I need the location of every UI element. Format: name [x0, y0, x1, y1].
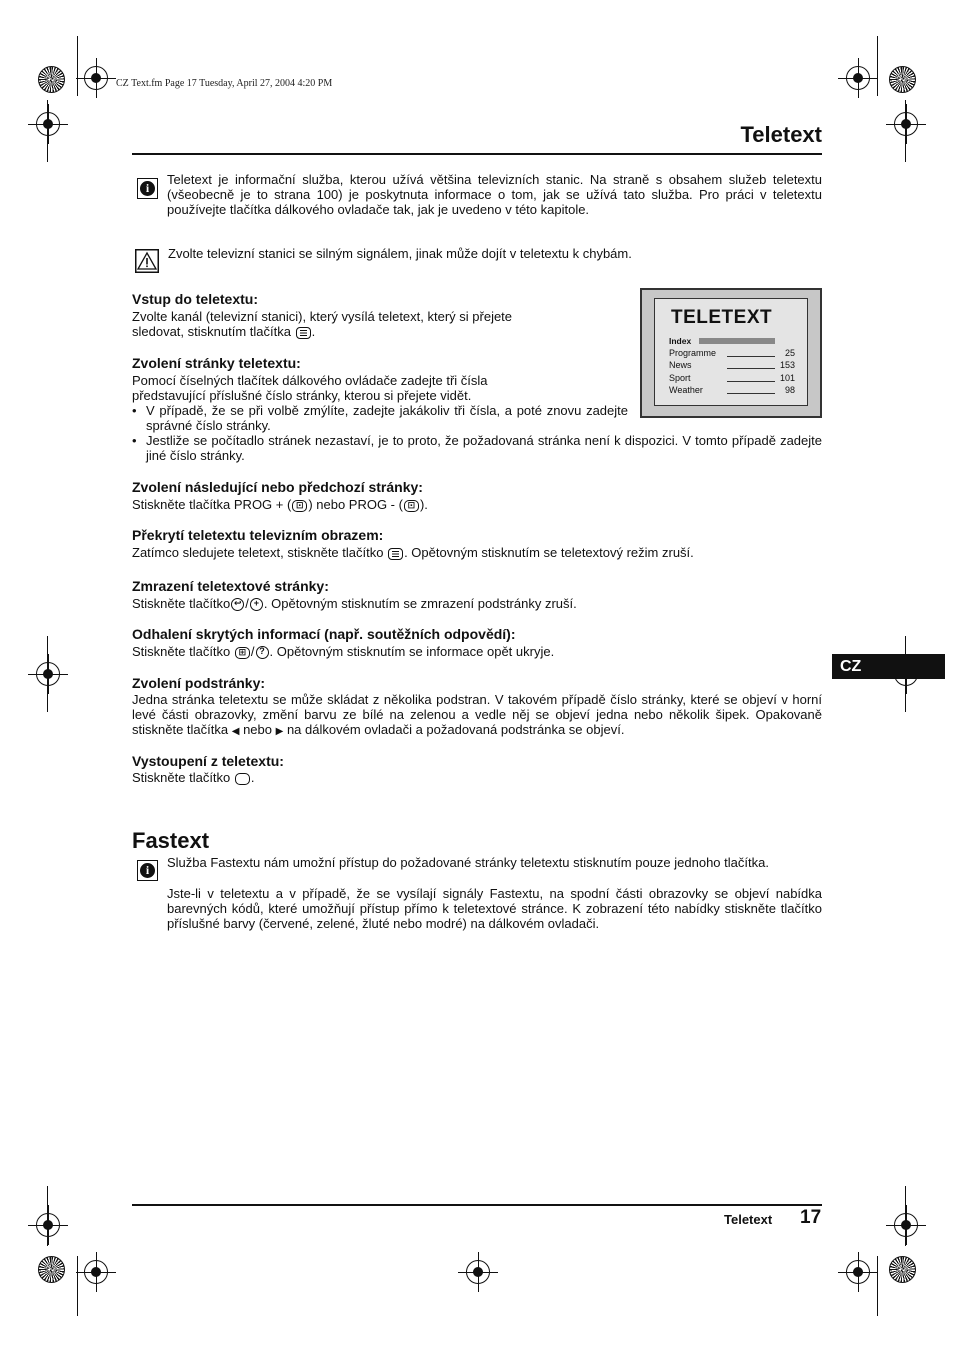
section-text-select: Pomocí číselných tlačítek dálkového ovládače zadejte tři čísla představující příslušné číslo stránky, kterou si přejete vidět.: [132, 373, 488, 403]
crop-mark: [877, 36, 878, 96]
section-heading-freeze: Zmrazení teletextové stránky:: [132, 578, 329, 594]
teletext-screen-illustration: [640, 288, 822, 418]
list-item: • Jestliže se počítadlo stránek nezastaví, je to proto, že požadovaná stránka není k dispozici. V tomto případě zadejte jiné číslo stránky.: [132, 433, 822, 463]
reveal-button-icon: ⊞: [235, 647, 250, 659]
section-text-enter: Zvolte kanál (televizní stanici), který vysílá teletext, který si přejete sledovat, stisknutím tlačítka .: [132, 309, 513, 339]
section-heading-next-prev: Zvolení následující nebo předchozí stránky:: [132, 479, 423, 495]
footer-rule: [132, 1204, 822, 1206]
section-heading-reveal: Odhalení skrytých informací (např. soutěžních odpovědí):: [132, 626, 516, 642]
language-tab: CZ: [832, 654, 945, 679]
crop-mark: [877, 1256, 878, 1316]
section-heading-enter: Vstup do teletextu:: [132, 291, 259, 307]
crop-mark: [47, 636, 48, 712]
registration-target-mark: [846, 1260, 870, 1284]
page-title: Teletext: [740, 122, 822, 147]
section-text-reveal: Stiskněte tlačítko ⊞ / ? . Opětovným stisknutím se informace opět ukryje.: [132, 644, 555, 659]
title-rule: [132, 153, 822, 155]
crop-mark: [905, 1186, 906, 1246]
registration-target-mark: [84, 66, 108, 90]
fastext-para-1: Služba Fastextu nám umožní přístup do požadované stránky teletextu stisknutím pouze jednoho tlačítka.: [167, 855, 769, 870]
teletext-screen-title: TELETEXT: [671, 307, 773, 328]
info-icon: i: [137, 178, 158, 199]
section-heading-overlay: Překrytí teletextu televizním obrazem:: [132, 527, 384, 543]
registration-target-mark: [894, 1213, 918, 1237]
registration-target-mark: [84, 1260, 108, 1284]
page-number: 17: [800, 1207, 822, 1228]
teletext-mix-button-icon: [388, 548, 403, 560]
registration-star-mark: [889, 66, 916, 93]
teletext-button-icon: [296, 327, 311, 339]
arrow-left-icon: ◀: [231, 726, 240, 737]
info-icon: i: [137, 860, 158, 881]
warning-icon: [135, 249, 159, 273]
crop-mark: [47, 1186, 48, 1246]
registration-star-mark: [38, 66, 65, 93]
registration-target-mark: [36, 662, 60, 686]
footer-section-label: Teletext: [724, 1212, 773, 1227]
section-text-next-prev: Stiskněte tlačítka PROG + ( ⊡ ) nebo PROG - ( ⊡ ).: [132, 497, 428, 512]
crop-mark: [77, 36, 78, 96]
registration-target-mark: [36, 1213, 60, 1237]
registration-target-mark: [466, 1260, 490, 1284]
hold-alt-button-icon: +: [250, 598, 263, 611]
section-text-overlay: Zatímco sledujete teletext, stiskněte tlačítko . Opětovným stisknutím se teletextový režim zruší.: [132, 545, 694, 560]
print-metadata: CZ Text.fm Page 17 Tuesday, April 27, 2004 4:20 PM: [116, 78, 333, 89]
teletext-index-label: Index: [669, 336, 692, 346]
page-down-button-icon: ⊡: [404, 500, 419, 512]
fastext-para-2: Jste-li v teletextu a v případě, že se vysílají signály Fastextu, na spodní části obrazovky se objeví nabídka barevných kódů, které umožňují přístup přímo k teletextové stránce. K zobrazení této nabídky stiskněte tlačítko příslušné barvy (červené, zelené, žluté nebo modré) na dálkovém ovladači.: [167, 886, 822, 931]
list-item: • V případě, že se při volbě zmýlíte, zadejte jakákoliv tři čísla, a poté znovu zadejte správné číslo stránky.: [132, 403, 628, 433]
registration-star-mark: [38, 1256, 65, 1283]
intro-note: Teletext je informační služba, kterou užívá většina televizních stanic. Na straně s obsahem služeb teletextu (všeobecně je to strana 100) je poskytnuta informace o tom, jak se užívá tato služba. Pro práci v teletextu používejte tlačítka dálkového ovladače tak, jak je uvedeno v této kapitole.: [167, 172, 822, 217]
page-up-button-icon: ⊡: [292, 500, 307, 512]
fastext-title: Fastext: [132, 828, 210, 853]
registration-target-mark: [894, 112, 918, 136]
section-heading-exit: Vystoupení z teletextu:: [132, 753, 284, 769]
registration-star-mark: [889, 1256, 916, 1283]
section-bullets-select: [132, 403, 822, 463]
section-text-subpage: Jedna stránka teletextu se může skládat z několika podstran. V takovém případě číslo stránky, které se objeví v horní levé části obrazovky, změní barvu ze bílé na zelenou a vedle něj se objeví jedna nebo několik šipek. Opakovaně stiskněte tlačítka ◀ nebo ▶ na dálkovém ovladači a požadovaná podstránka se objeví.: [132, 692, 822, 737]
section-text-freeze: Stiskněte tlačítko ↩ / + . Opětovným stisknutím se zmrazení podstránky zruší.: [132, 596, 577, 611]
registration-target-mark: [36, 112, 60, 136]
arrow-right-icon: ▶: [275, 726, 284, 737]
tv-exit-button-icon: [235, 773, 250, 785]
section-text-exit: Stiskněte tlačítko .: [132, 770, 255, 785]
warning-note: Zvolte televizní stanici se silným signálem, jinak může dojít v teletextu k chybám.: [168, 246, 632, 261]
hold-button-icon: ↩: [231, 598, 244, 611]
registration-target-mark: [846, 66, 870, 90]
crop-mark: [77, 1256, 78, 1316]
section-heading-select: Zvolení stránky teletextu:: [132, 355, 301, 371]
question-button-icon: ?: [256, 646, 269, 659]
section-heading-subpage: Zvolení podstránky:: [132, 675, 266, 691]
teletext-screen: TELETEXT Index Programme 25 News 153 Sport 101 Weather 98: [654, 298, 808, 406]
